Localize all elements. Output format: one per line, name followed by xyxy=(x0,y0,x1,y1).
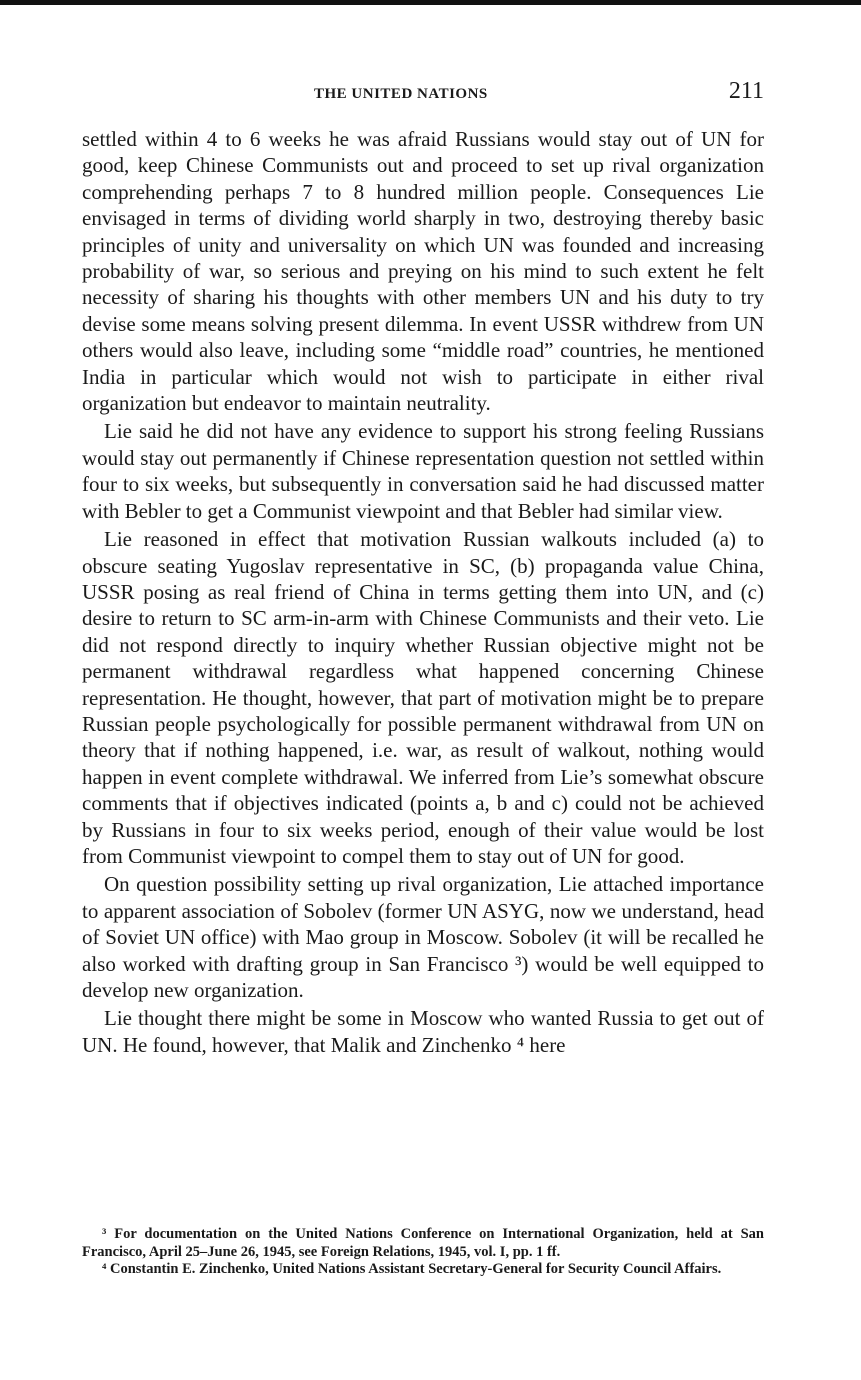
paragraph-motivation: Lie reasoned in effect that motivation Russian walkouts included (a) to obscure seating Yugoslav representative in SC, (b) propaganda value China, USSR posing as real friend of China in terms getting them into UN, and (c) desire to return to SC arm-in-arm with Chinese Communists and their veto. Lie did not respond directly to inquiry whether Russian objective might not be permanent withdrawal regardless what happened concerning Chinese representation. He thought, however, that part of motivation might be to prepare Russian people psychologically for possible permanent withdrawal from UN on theory that if nothing happened, i.e. war, as result of walkout, nothing would happen in event complete withdrawal. We inferred from Lie’s somewhat obscure comments that if objectives indicated (points a, b and c) could not be achieved by Russians in four to six weeks period, enough of their value would be lost from Communist viewpoint to compel them to stay out of UN for good. xyxy=(82,527,764,868)
footnote-4: ⁴ Constantin E. Zinchenko, United Nations Assistant Secretary-General for Security Council Affairs. xyxy=(102,1261,722,1277)
paragraph-continued: settled within 4 to 6 weeks he was afraid Russians would stay out of UN for good, keep Chinese Communists out and proceed to set up rival organization comprehending perhaps 7 to 8 hundred million people. Consequences Lie envisaged in terms of dividing world sharply in two, destroying thereby basic principles of unity and universality on which UN was founded and increasing probability of war, so serious and preying on his mind to such extent he felt necessity of sharing his thoughts with other members UN and his duty to try devise some means solving present dilemma. In event USSR withdrew from UN others would also leave, including some “middle road” countries, he mentioned India in particular which would not wish to participate in either rival organization but endeavor to maintain neutrality. xyxy=(82,127,764,416)
footnotes xyxy=(82,1226,764,1279)
paragraph-moscow: Lie thought there might be some in Moscow who wanted Russia to get out of UN. He found, however, that Malik and Zinchenko ⁴ here xyxy=(82,1006,764,1057)
paragraph-rival-organization: On question possibility setting up rival organization, Lie attached importance to apparent association of Sobolev (former UN ASYG, now we understand, head of Soviet UN office) with Mao group in Moscow. Sobolev (it will be recalled he also worked with drafting group in San Francisco ³) would be well equipped to develop new organization. xyxy=(82,872,764,1002)
footnote-3: ³ For documentation on the United Nations Conference on International Organization, held at San Francisco, April 25–June 26, 1945, see Foreign Relations, 1945, vol. I, pp. 1 ff. xyxy=(82,1226,764,1260)
page-number: 211 xyxy=(728,78,764,104)
main-text xyxy=(82,126,764,1060)
paragraph-evidence: Lie said he did not have any evidence to support his strong feeling Russians would stay out permanently if Chinese representation question not settled within four to six weeks, but subsequently in conversation said he had discussed matter with Bebler to get a Communist viewpoint and that Bebler had similar view. xyxy=(82,419,764,523)
top-border-rule xyxy=(0,0,861,5)
running-head: THE UNITED NATIONS xyxy=(314,86,488,102)
page-header xyxy=(82,78,764,112)
